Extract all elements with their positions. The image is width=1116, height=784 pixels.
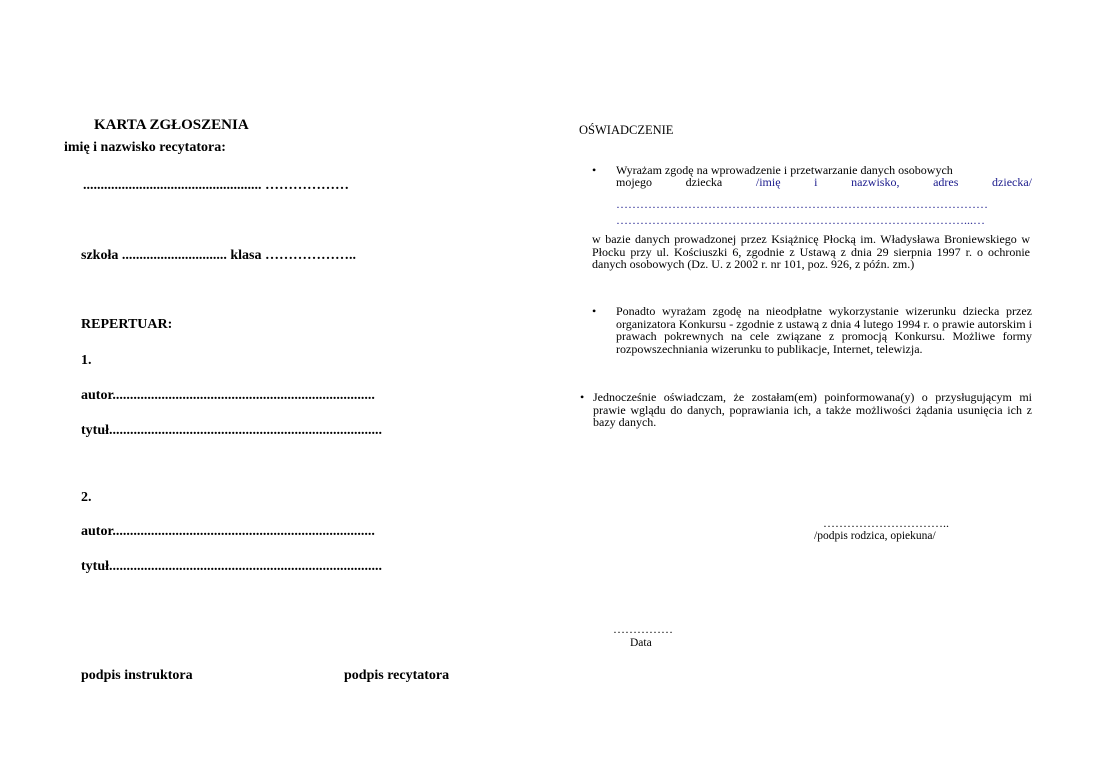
class-field[interactable]: ……………….. [264, 248, 356, 263]
school-field[interactable]: .............................. [121, 248, 227, 263]
class-label: klasa [230, 248, 262, 263]
consent-image-use: Ponadto wyrażam zgodę na nieodpłatne wykorzystanie wizerunku dziecka przez organizatora Konkursu - zgodnie z ustawą z dnia 4 lutego 1994 r. o prawie autorskim i prawach pokrewnych na cele związane z promocją Konkursu. Możliwe formy rozpowszechniania wizerunku to publikacje, Internet, telewizja. [616, 304, 1032, 356]
repertoire-item-number: 2. [81, 490, 92, 505]
consent-data-processing-continuation: w bazie danych prowadzonej przez Książnicę Płocką im. Władysława Broniewskiego w Płocku przy ul. Kościuszki 6, zgodnie z Ustawą z dnia 29 sierpnia 1997 r. o ochronie danych osobowych (Dz. U. z 2002 r. nr 101, poz. 926, z późn. zm.) [592, 232, 1030, 272]
title-field[interactable]: .............................................................................. [109, 423, 382, 438]
bullet-icon: • [580, 390, 585, 404]
data-rights-acknowledgement: Jednocześnie oświadczam, że zostałam(em) poinformowana(y) o przysługującym mi prawie wglądu do danych, poprawiania ich, a także możliwości żądania usunięcia ich z bazy danych. [593, 390, 1032, 430]
reciter-signature-label: podpis recytatora [344, 668, 450, 683]
statement-heading: OŚWIADCZENIE [579, 123, 674, 137]
reciter-name-field[interactable]: ................................................... ……………… [83, 178, 349, 193]
repertoire-item-title-row [81, 559, 382, 575]
author-field[interactable]: ........................................................................... [112, 388, 375, 403]
repertoire-item-title-row [81, 423, 382, 439]
title-label: tytuł [81, 423, 109, 438]
date-field[interactable]: …………… [613, 622, 673, 636]
repertoire-item-number: 1. [81, 353, 92, 368]
consent-child-label: mojego dziecka [616, 175, 723, 189]
parent-signature-field[interactable]: ………………………….. [823, 516, 949, 530]
form-title: KARTA ZGŁOSZENIA [94, 117, 249, 133]
repertoire-item-author-row [81, 524, 375, 540]
consent-child-name-line [616, 176, 1032, 189]
child-address-field[interactable]: ……………………………………………………………………………...… [616, 214, 985, 227]
author-field[interactable]: ........................................................................... [112, 524, 375, 539]
school-label: szkoła [81, 248, 119, 263]
child-name-field[interactable]: ………………………………………………………………………………… [616, 198, 988, 211]
bullet-icon: • [592, 304, 597, 318]
consent-data-processing-line1: Wyrażam zgodę na wprowadzenie i przetwarzanie danych osobowych [616, 163, 953, 177]
repertoire-heading: REPERTUAR: [81, 317, 173, 332]
instructor-signature-label: podpis instruktora [81, 668, 193, 683]
child-name-hint-word: i [814, 175, 818, 189]
child-name-hint-word: /imię [755, 175, 781, 189]
reciter-name-label: imię i nazwisko recytatora: [64, 140, 226, 155]
date-label: Data [630, 637, 652, 649]
child-name-hint-word: dziecka/ [992, 175, 1033, 189]
title-field[interactable]: .............................................................................. [109, 559, 382, 574]
school-class-row [81, 248, 356, 264]
author-label: autor [81, 524, 113, 539]
repertoire-item-author-row [81, 388, 375, 404]
bullet-icon: • [592, 163, 597, 177]
author-label: autor [81, 388, 113, 403]
parent-signature-label: /podpis rodzica, opiekuna/ [814, 530, 936, 542]
title-label: tytuł [81, 559, 109, 574]
child-name-hint-word: adres [933, 175, 959, 189]
child-name-hint-word: nazwisko, [851, 175, 900, 189]
